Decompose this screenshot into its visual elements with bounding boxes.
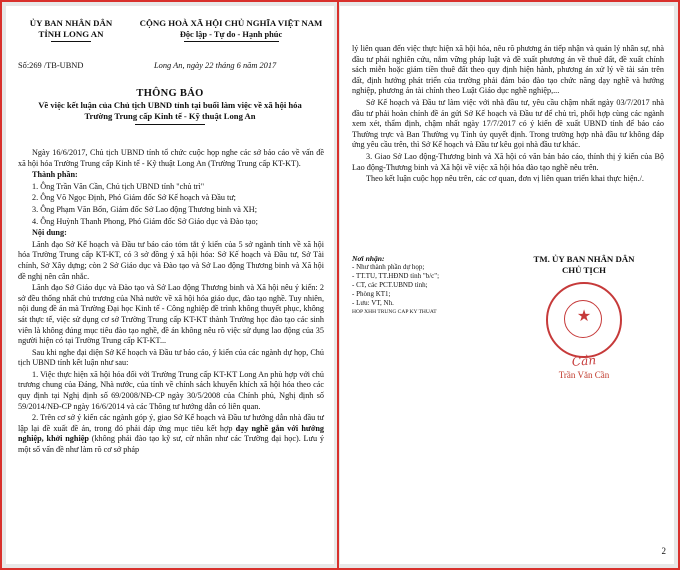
content-heading: Nội dung: [32, 228, 67, 238]
conclusion-item-3: 3. Giao Sở Lao động-Thương binh và Xã hội có văn bản báo cáo, thỉnh thị ý kiến của Bộ Lao động-Thương binh và Xã hội về việc xã hội hóa đào tạo nghề nêu trên. [352, 151, 664, 172]
sign-title: CHỦ TỊCH [561, 265, 607, 275]
closing-paragraph: Theo kết luận cuộc họp nêu trên, các cơ quan, đơn vị liên quan triển khai thực hiện./. [366, 174, 644, 184]
document-date: Long An, ngày 22 tháng 6 năm 2017 [154, 61, 277, 70]
national-title: CỘNG HOÀ XÃ HỘI CHỦ NGHĨA VIỆT NAM Độc lập - Tự do - Hạnh phúc [132, 18, 330, 42]
body-paragraph: Lãnh đạo Sở Giáo dục và Đào tạo và Sở Lao động Thương binh và Xã hội nêu ý kiến: 2 sở đều thống nhất chủ trương của Nhà nước về xã hội hóa giáo dục, đào tạo nghề. Tuy nhiên, nội dung đề án mà Trường Đại học Kinh tế - Công nghiệp đề trình không thuyết phục, không sát thực tế, việc sử dụng cơ sở Trường Trung cấp KT-KT thành Trường học đào tạo các sinh viên là không đúng mục tiêu đào tạo nghề, đề án không nêu rõ việc sử dụng lao động của 35 người hiện có tại Trường Trung cấp KT-KT... [18, 283, 324, 346]
recipient-item: - Lưu: VT, Nh. [352, 299, 394, 307]
recipients-block [352, 254, 439, 317]
document-page-1 [6, 6, 334, 564]
sign-org: TM. ỦY BAN NHÂN DÂN [533, 254, 635, 264]
members-heading: Thành phần: [32, 170, 78, 180]
signature-scribble: Cần [571, 353, 597, 369]
document-page-2 [340, 6, 674, 564]
issuing-agency: ỦY BAN NHÂN DÂN TỈNH LONG AN [16, 18, 126, 42]
member-item: 2. Ông Võ Ngọc Định, Phó Giám đốc Sở Kế hoạch và Đầu tư; [32, 193, 236, 203]
member-item: 3. Ông Phạm Văn Bốn, Giám đốc Sở Lao động Thương binh và XH; [32, 204, 257, 214]
emphasis-text: dạy nghề gắn với hướng nghiệp, khởi nghiệp [18, 423, 324, 444]
document-body-continued [352, 44, 664, 186]
conclusion-item-1: 1. Việc thực hiện xã hội hóa đối với Trường Trung cấp KT-KT Long An phù hợp với chủ trương chung của Đảng, Nhà nước, của tỉnh về chính sách khuyến khích xã hội hóa theo các quy định tại Nghị định số 69/2008/NĐ-CP ngày 30/5/2008 của Chính phủ, Nghị định số 59/2014/NĐ-CP ngày 16/6/2014 và các Thông tư hướng dẫn có liên quan. [18, 369, 324, 411]
intro-paragraph: Ngày 16/6/2017, Chủ tịch UBND tỉnh tổ chức cuộc họp nghe các sở báo cáo về vấn đề xã hội hóa Trường Trung cấp Kinh tế - Kỹ thuật Long An (Trường Trung cấp KT-KT). [18, 148, 324, 168]
document-subtitle: Về việc kết luận của Chủ tịch UBND tỉnh tại buổi làm việc về xã hội hóa Trường Trung cấp Kinh tế - Kỹ thuật Long An [38, 100, 302, 121]
recipients-title: Nơi nhận: [352, 254, 385, 263]
document-number: Số:269 /TB-UBND [18, 61, 84, 70]
recipient-item: - TT.TU, TT.HĐND tỉnh "b/c"; [352, 272, 440, 280]
signer-name: Trần Văn Cần [558, 370, 610, 380]
page-number: 2 [661, 546, 666, 556]
member-item: 4. Ông Huỳnh Thanh Phong, Phó Giám đốc Sở Giáo dục và Đào tạo; [32, 216, 258, 226]
body-paragraph: lý liên quan đến việc thực hiện xã hội hóa, nêu rõ phương án tiếp nhận và quản lý nhân sự, nhà đầu tư phải nghiên cứu, nắm vững pháp luật và đề xuất phương án về thuê đất, đề xuất chính sách miễn hoặc giảm tiền thuê đất theo quy định hiện hành, phương án xử lý về tài sản trên đất, định hướng phát triển của trường phải đảm bảo đào tạo chức năng dạy nghề và hướng nghiệp, phương án tài chính theo Luật Giáo dục nghề nghiệp,... [352, 44, 664, 96]
recipient-item: - Như thành phần dự họp; [352, 263, 425, 271]
body-paragraph: Lãnh đạo Sở Kế hoạch và Đầu tư báo cáo tóm tắt ý kiến của 5 sở ngành tỉnh về xã hội hóa Trường Trung cấp KT-KT, có 3 sở đồng ý xã hội hóa: Sở Kế hoạch và Đầu tư, Sở Tài chính, Sở Xây dựng; còn 2 Sở Giáo dục và Đào tạo và Sở Lao động Thương binh và Xã hội đề nghị nên cân nhắc. [18, 239, 324, 281]
document-body [18, 148, 324, 457]
document-title-block [6, 88, 334, 125]
recipient-item: - Phòng KT1; [352, 290, 391, 298]
conclusion-item-2: 2. Trên cơ sở ý kiến các ngành góp ý, giao Sở Kế hoạch và Đầu tư hướng dẫn nhà đầu tư lập lại đề xuất đề án, trong đó phải đáp ứng mục tiêu kết hợp dạy nghề gắn với hướng nghiệp, khởi nghiệp (không phải đào tạo kỹ sư, cử nhân như các Trường đại học). Lưu ý một số vấn đề như làm rõ cơ sở pháp [18, 413, 324, 455]
member-item: 1. Ông Trần Văn Cần, Chủ tịch UBND tỉnh "chủ trì" [32, 181, 205, 191]
body-paragraph: Sau khi nghe đại diện Sở Kế hoạch và Đầu tư báo cáo, ý kiến của các ngành dự họp, Chủ tịch UBND tỉnh kết luận như sau: [18, 347, 324, 368]
file-code: HOP XHH TRUNG CAP KY THUAT [352, 309, 437, 315]
document-title: THÔNG BÁO [136, 88, 204, 99]
recipient-item: - CT, các PCT.UBND tỉnh; [352, 281, 428, 289]
signature-block [504, 254, 664, 380]
body-paragraph: Sở Kế hoạch và Đầu tư làm việc với nhà đầu tư, yêu cầu chậm nhất ngày 03/7/2017 nhà đầu tư phải hoàn chỉnh đề án gửi Sở Kế hoạch và Đầu tư để chủ trì, phối hợp cùng các ngành xem xét, thẩm định, chậm nhất ngày 17/7/2017 có ý kiến đề xuất UBND tỉnh để báo cáo Thường trực và Ban Thường vụ Tỉnh ủy quyết định. Trong trường hợp nhà đầu tư không đáp ứng yêu cầu trên, thì Sở Kế hoạch và Đầu tư kêu gọi nhà đầu tư khác. [352, 97, 664, 150]
page-divider [337, 0, 339, 570]
national-motto: Độc lập - Tự do - Hạnh phúc [179, 30, 283, 39]
official-seal-icon: ★ [546, 282, 622, 358]
